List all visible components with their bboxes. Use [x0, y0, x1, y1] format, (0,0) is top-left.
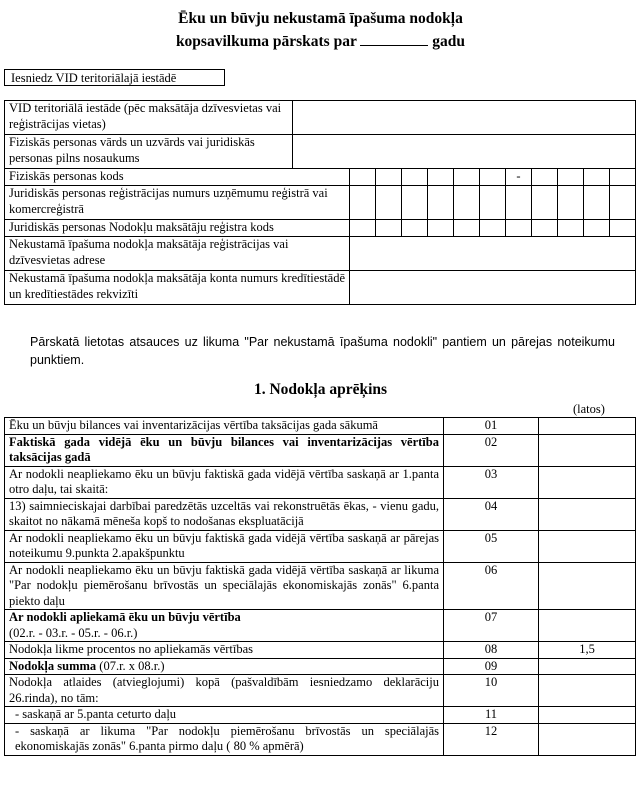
- taxpayer-code-digit[interactable]: [350, 220, 376, 237]
- taxpayer-code-digit[interactable]: [454, 220, 480, 237]
- calc-row-04: [5, 498, 636, 530]
- calc-row-number: 07: [444, 610, 539, 642]
- person-name-field[interactable]: [292, 135, 635, 169]
- calc-row-value-field[interactable]: [539, 434, 636, 466]
- calc-row-05: [5, 530, 636, 562]
- calc-row-description-text: Ar nodokli neapliekamo ēku un būvju faktiskā gada vidējā vērtība saskaņā ar 1.panta otro daļu, tai skaitā:: [9, 466, 439, 496]
- calc-row-06: [5, 562, 636, 610]
- submit-institution-label: Iesniedz VID teritoriālajā iestādē: [4, 69, 225, 86]
- calc-row-number: 05: [444, 530, 539, 562]
- calc-row-10: [5, 675, 636, 707]
- calc-row-description-text: Ēku un būvju bilances vai inventarizācijas vērtība taksācijas gada sākumā: [9, 418, 378, 432]
- personal-code-digit[interactable]: [583, 169, 609, 186]
- calc-row-value-field[interactable]: [539, 658, 636, 675]
- personal-code-digit[interactable]: [454, 169, 480, 186]
- calc-row-description-text: Ar nodokli neapliekamo ēku un būvju faktiskā gada vidējā vērtība saskaņā ar likuma "Par nodokļu piemērošanu brīvostās un speciālajās ekonomiskajās zonās" 6.panta piekto daļu: [9, 562, 439, 608]
- reg-number-digit[interactable]: [583, 186, 609, 220]
- reg-number-digit[interactable]: [376, 186, 402, 220]
- id-row-label: Juridiskās personas reģistrācijas numurs uzņēmumu reģistrā vai komercreģistrā: [5, 186, 350, 220]
- calc-row-value-field[interactable]: [539, 530, 636, 562]
- identification-table: [4, 100, 636, 305]
- reg-number-digit[interactable]: [350, 186, 376, 220]
- calc-row-03: [5, 466, 636, 498]
- calc-row-value-field[interactable]: [539, 675, 636, 707]
- calc-row-number: 09: [444, 658, 539, 675]
- taxpayer-code-digit[interactable]: [557, 220, 583, 237]
- calc-row-11: [5, 707, 636, 724]
- taxpayer-code-digit[interactable]: [376, 220, 402, 237]
- calc-row-value-field[interactable]: [539, 562, 636, 610]
- personal-code-digit[interactable]: [532, 169, 558, 186]
- personal-code-separator: -: [506, 169, 532, 186]
- tax-calculation-table: [4, 417, 636, 756]
- taxpayer-code-digit[interactable]: [532, 220, 558, 237]
- personal-code-digit[interactable]: [428, 169, 454, 186]
- calc-row-description: [5, 466, 444, 498]
- calc-row-description: [5, 658, 444, 675]
- calc-row-value-field[interactable]: [539, 707, 636, 724]
- calc-row-value-field[interactable]: [539, 466, 636, 498]
- reg-number-digit[interactable]: [480, 186, 506, 220]
- id-row-label: Fiziskās personas vārds un uzvārds vai juridiskās personas pilns nosaukums: [5, 135, 293, 169]
- taxpayer-code-digit[interactable]: [428, 220, 454, 237]
- taxpayer-code-digit[interactable]: [506, 220, 532, 237]
- calc-row-value-field[interactable]: 1,5: [539, 642, 636, 659]
- calc-row-number: 12: [444, 723, 539, 755]
- calc-row-value-field[interactable]: [539, 498, 636, 530]
- calc-row-08: [5, 642, 636, 659]
- reg-number-digit[interactable]: [532, 186, 558, 220]
- calc-row-description-text: - saskaņā ar 5.panta ceturto daļu: [15, 707, 177, 721]
- year-blank-field[interactable]: [360, 33, 428, 46]
- taxpayer-code-digit[interactable]: [583, 220, 609, 237]
- title-prefix: kopsavilkuma pārskats par: [175, 33, 357, 50]
- calc-row-09: [5, 658, 636, 675]
- taxpayer-code-digit[interactable]: [402, 220, 428, 237]
- reg-number-digit[interactable]: [557, 186, 583, 220]
- reg-number-digit[interactable]: [609, 186, 635, 220]
- calc-row-01: [5, 418, 636, 435]
- calc-row-value-field[interactable]: [539, 610, 636, 642]
- calc-row-description: [5, 675, 444, 707]
- calc-row-description: [5, 642, 444, 659]
- calc-row-description: [5, 498, 444, 530]
- calc-row-number: 01: [444, 418, 539, 435]
- calc-row-description: [5, 434, 444, 466]
- calc-row-description-text: Ar nodokli neapliekamo ēku un būvju faktiskā gada vidējā vērtība saskaņā ar pārejas noteikumu 9.punkta 2.apakšpunktu: [9, 530, 439, 560]
- personal-code-digit[interactable]: [376, 169, 402, 186]
- calc-row-description: [5, 610, 444, 642]
- calc-row-07: [5, 610, 636, 642]
- id-row-label: VID teritoriālā iestāde (pēc maksātāja dzīvesvietas vai reģistrācijas vietas): [5, 101, 293, 135]
- vid-institution-field[interactable]: [292, 101, 635, 135]
- personal-code-digit[interactable]: [609, 169, 635, 186]
- calc-row-description-formula: (07.r. x 08.r.): [96, 658, 165, 673]
- calc-row-description: [5, 723, 444, 755]
- reg-number-digit[interactable]: [428, 186, 454, 220]
- calc-row-description-text: 13) saimnieciskajai darbībai paredzētās uzceltās vai rekonstruētās ēkas, - vienu gadu, skaitot no nākamā mēneša kopš to nodošanas ekspluatācijā: [9, 498, 439, 528]
- calc-row-number: 11: [444, 707, 539, 724]
- calc-row-description-formula: (02.r. - 03.r. - 05.r. - 06.r.): [9, 625, 138, 640]
- title-suffix: gadu: [432, 33, 466, 50]
- calc-row-number: 10: [444, 675, 539, 707]
- personal-code-digit[interactable]: [557, 169, 583, 186]
- address-field[interactable]: [350, 237, 636, 271]
- calc-row-description-bold: Nodokļa summa: [9, 658, 97, 673]
- calc-row-number: 08: [444, 642, 539, 659]
- taxpayer-code-digit[interactable]: [609, 220, 635, 237]
- taxpayer-code-digit[interactable]: [480, 220, 506, 237]
- calc-row-number: 06: [444, 562, 539, 610]
- personal-code-digit[interactable]: [350, 169, 376, 186]
- calc-row-description-text: Nodokļa likme procentos no apliekamās vērtības: [9, 642, 254, 656]
- id-row-label: Juridiskās personas Nodokļu maksātāju reģistra kods: [5, 220, 350, 237]
- id-row-label: Nekustamā īpašuma nodokļa maksātāja reģistrācijas vai dzīvesvietas adrese: [5, 237, 350, 271]
- calc-row-value-field[interactable]: [539, 723, 636, 755]
- calc-row-description: [5, 562, 444, 610]
- calc-row-02: [5, 434, 636, 466]
- form-title-line2: [0, 33, 641, 51]
- calc-row-value-field[interactable]: [539, 418, 636, 435]
- calc-row-number: 04: [444, 498, 539, 530]
- reg-number-digit[interactable]: [506, 186, 532, 220]
- section-title: 1. Nodokļa aprēķins: [253, 381, 388, 398]
- reg-number-digit[interactable]: [402, 186, 428, 220]
- calc-row-number: 03: [444, 466, 539, 498]
- calc-row-description-text: - saskaņā ar likuma "Par nodokļu piemērošanu brīvostās un speciālajās ekonomiskajās zonās" 6.panta pirmo daļu ( 80 % apmērā): [15, 723, 439, 753]
- calc-row-number: 02: [444, 434, 539, 466]
- calc-row-description: [5, 418, 444, 435]
- bank-account-field[interactable]: [350, 271, 636, 305]
- id-row-label: Fiziskās personas kods: [5, 169, 350, 186]
- reg-number-digit[interactable]: [454, 186, 480, 220]
- personal-code-digit[interactable]: [480, 169, 506, 186]
- calc-row-12: [5, 723, 636, 755]
- calc-row-description-text: Nodokļa atlaides (atvieglojumi) kopā (pašvaldībām iesniedzamo deklarāciju 26.rinda), no tām:: [9, 675, 439, 705]
- calc-row-description-bold: Ar nodokli apliekamā ēku un būvju vērtība: [9, 610, 241, 624]
- reference-note: Pārskatā lietotas atsauces uz likuma "Par nekustamā īpašuma nodokli" pantiem un pārejas noteikumu punktiem.: [30, 335, 615, 367]
- calc-row-description: [5, 707, 444, 724]
- form-title-line1: Ēku un būvju nekustamā īpašuma nodokļa: [178, 10, 463, 27]
- id-row-label: Nekustamā īpašuma nodokļa maksātāja konta numurs kredītiestādē un kredītiestādes rekvizīti: [5, 271, 350, 305]
- personal-code-digit[interactable]: [402, 169, 428, 186]
- calc-row-description: [5, 530, 444, 562]
- currency-unit-label: (latos): [573, 402, 605, 416]
- calc-row-description-text: Faktiskā gada vidējā ēku un būvju bilances vai inventarizācijas vērtība taksācijas gadā: [9, 434, 439, 464]
